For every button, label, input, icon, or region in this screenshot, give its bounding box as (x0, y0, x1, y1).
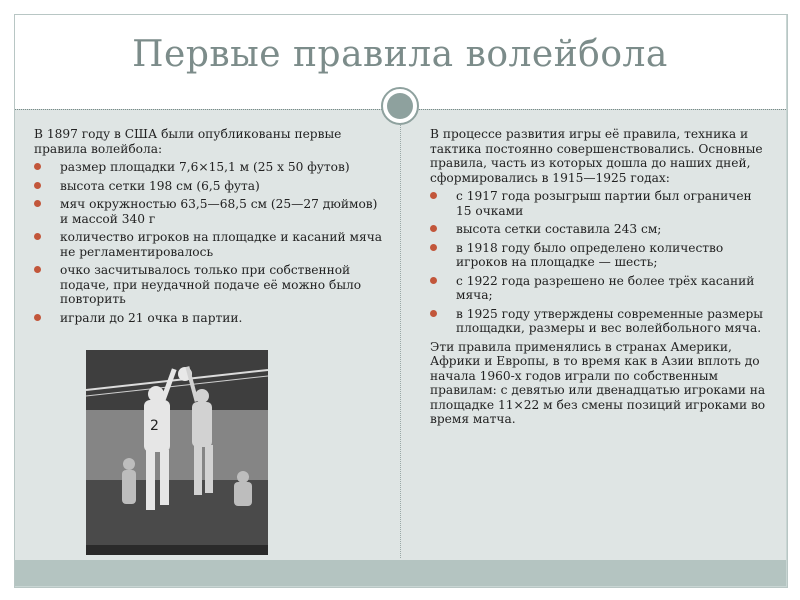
bullet-icon (34, 266, 41, 273)
bullet-icon (430, 192, 437, 199)
bottom-bar (15, 560, 786, 586)
bullet-icon (34, 163, 41, 170)
bullet-icon (430, 225, 437, 232)
list-item: мяч окружностью 63,5—68,5 см (25—27 дюймов) и массой 340 г (34, 197, 384, 226)
volleyball-scene (86, 350, 268, 555)
list-item: с 1922 года разрешено не более трёх касаний мяча; (430, 274, 770, 303)
list-item: в 1925 году утверждены современные размеры площадки, размеры и вес волейбольного мяча. (430, 307, 770, 336)
list-item: в 1918 году было определено количество игроков на площадке — шесть; (430, 241, 770, 270)
bullet-icon (430, 244, 437, 251)
bullet-icon (34, 233, 41, 240)
volleyball-photo (86, 350, 268, 555)
list-item: высота сетки составила 243 см; (430, 222, 770, 237)
left-list (34, 160, 384, 325)
list-item: очко засчитывалось только при собственной подаче, при неудачной подаче её можно было повторить (34, 263, 384, 307)
column-divider (400, 124, 401, 558)
list-item: количество игроков на площадке и касаний мяча не регламентировалось (34, 230, 384, 259)
right-intro: В процессе развития игры её правила, техника и тактика постоянно совершенствовались. Основные правила, часть из которых дошла до наших дней, сформировались в 1915—1925 годах: (430, 127, 763, 185)
slide-title: Первые правила волейбола (132, 34, 668, 75)
left-column (34, 127, 384, 329)
bullet-icon (34, 200, 41, 207)
list-item: играли до 21 очка в партии. (34, 311, 384, 326)
list-item: высота сетки 198 см (6,5 фута) (34, 179, 384, 194)
jersey-number: 2 (150, 418, 159, 434)
right-outro: Эти правила применялись в странах Америки, Африки и Европы, в то время как в Азии вплоть до начала 1960-х годов играли по собственным правилам: с девятью или двенадцатью игроками на площадке 11×22 м без смены позиций игроками во время матча. (430, 339, 766, 426)
divider-circle-ornament (381, 87, 419, 125)
list-item: с 1917 года розыгрыш партии был ограничен 15 очками (430, 189, 770, 218)
left-intro: В 1897 году в США были опубликованы первые правила волейбола: (34, 127, 342, 156)
right-list (430, 189, 770, 336)
list-item: размер площадки 7,6×15,1 м (25 х 50 футов) (34, 160, 384, 175)
bullet-icon (430, 277, 437, 284)
bullet-icon (430, 310, 437, 317)
bullet-icon (34, 314, 41, 321)
bullet-icon (34, 182, 41, 189)
right-column (430, 127, 770, 431)
